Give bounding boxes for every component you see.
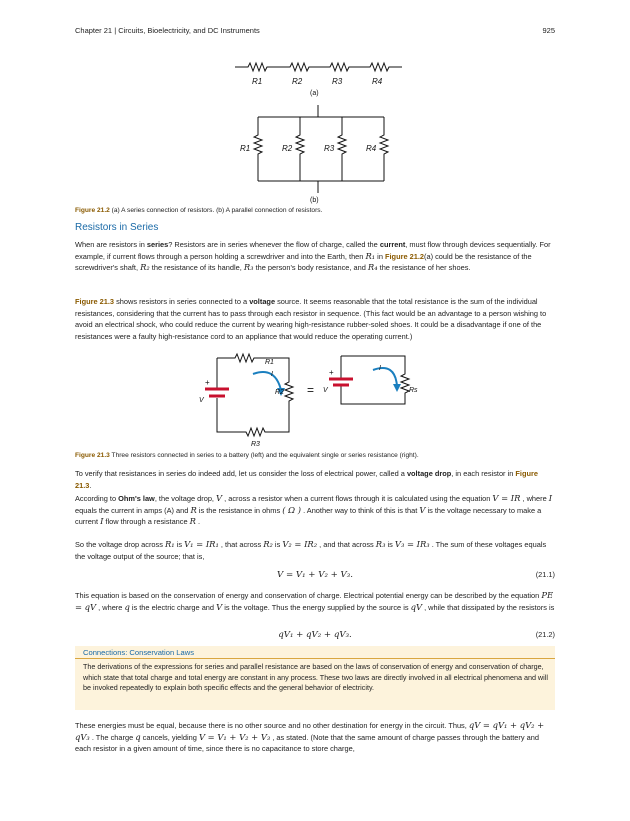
equation-number: (21.2) bbox=[535, 630, 555, 639]
label-r1: R1 bbox=[265, 359, 274, 366]
panel-b-label: (b) bbox=[310, 197, 319, 204]
equation-21-2 bbox=[75, 630, 555, 644]
figure-21-3-caption bbox=[75, 452, 419, 459]
label-plus-right: + bbox=[329, 368, 334, 377]
label-plus-left: + bbox=[205, 378, 210, 387]
chapter-header: Chapter 21 | Circuits, Bioelectricity, and DC Instruments bbox=[75, 26, 260, 35]
section-title: Resistors in Series bbox=[75, 222, 159, 233]
figure-21-2-caption bbox=[75, 207, 322, 214]
paragraph-voltage-sum: So the voltage drop across R₁ is V₁ = IR₁ , that across R₂ is V₂ = IR₂ , and that across R₃ is V₃ = IR₃ . The sum of these voltages equals the voltage output of the source; that is, bbox=[75, 539, 547, 561]
label-rs: Rs bbox=[409, 387, 418, 394]
figure-21-2 bbox=[230, 55, 410, 205]
figure-21-3 bbox=[195, 352, 445, 450]
label-voltage-left: V bbox=[199, 397, 204, 404]
label-r3: R3 bbox=[251, 441, 260, 448]
paragraph-voltage-drop: To verify that resistances in series do indeed add, let us consider the loss of electrical power, called a voltage drop, in each resistor in Figure 21.3. bbox=[75, 469, 538, 490]
figure-link[interactable]: Figure 21.3 bbox=[75, 297, 115, 306]
equals-sign: = bbox=[307, 383, 315, 397]
divider bbox=[75, 658, 555, 659]
figure-link[interactable]: Figure 21.2 bbox=[384, 251, 425, 261]
paragraph-conservation: This equation is based on the conservation of energy and conservation of charge. Electrical potential energy can be described by the equation PE = qV , where q is the electric charge and V is the voltage. Thus the energy supplied by the source is qV , while that dissipated by the resistors is bbox=[75, 590, 555, 612]
page-number: 925 bbox=[542, 26, 555, 35]
caption-text: Three resistors connected in series to a battery (left) and the equivalent single or series resistance (right). bbox=[109, 452, 419, 459]
label-a-r2: R2 bbox=[292, 77, 303, 86]
figure-link[interactable]: Figure 21.3 bbox=[75, 469, 538, 490]
paragraph-ohms-law: According to Ohm's law, the voltage drop, V , across a resistor when a current flows through it is calculated using the equation V = IR , where I equals the current in amps (A) and R is the resistance in ohms ( Ω ) . Another way to think of this is that V is the voltage necessary to make a current I flow through a resistance R . bbox=[75, 493, 553, 527]
caption-label: Figure 21.2 bbox=[75, 207, 110, 214]
label-b-r4: R4 bbox=[366, 144, 377, 153]
equation-expression: V = V₁ + V₂ + V₃. bbox=[277, 570, 353, 580]
label-r2: R2 bbox=[275, 389, 284, 396]
paragraph-series-intro: When are resistors in series? Resistors are in series whenever the flow of charge, called the current, must flow through devices sequentially. For example, if current flows through a person holding a screwdriver and into the Earth, then R₁ in Figure 21.2(a) could be the resistance of the screwdriver's shaft, R₂ the resistance of its handle, R₃ the person's body resistance, and R₄ the resistance of her shoes. bbox=[75, 240, 551, 273]
label-b-r3: R3 bbox=[324, 144, 335, 153]
label-a-r4: R4 bbox=[372, 77, 383, 86]
label-current-right: I bbox=[379, 365, 381, 372]
equation-21-1 bbox=[75, 570, 555, 584]
panel-a-label: (a) bbox=[310, 90, 319, 97]
connections-box bbox=[75, 646, 555, 710]
caption-text: (a) A series connection of resistors. (b) A parallel connection of resistors. bbox=[109, 207, 323, 214]
label-voltage-right: V bbox=[323, 387, 328, 394]
paragraph-energy-equal: These energies must be equal, because there is no other source and no other destination for energy in the circuit. Thus, qV = qV₁ + qV₂ + qV₃ . The charge q cancels, yielding V = V₁ + V₂ + V₃ , as stated. (Note that the same amount of charge passes through the battery and each resistor in a given amount of time, since there is no capacitance to store charge, bbox=[75, 720, 545, 754]
label-b-r1: R1 bbox=[240, 144, 251, 153]
label-current-left: I bbox=[271, 371, 273, 378]
caption-label: Figure 21.3 bbox=[75, 452, 110, 459]
equation-number: (21.1) bbox=[535, 570, 555, 579]
connections-title: Connections: Conservation Laws bbox=[83, 648, 195, 657]
label-b-r2: R2 bbox=[282, 144, 293, 153]
label-a-r3: R3 bbox=[332, 77, 343, 86]
equation-expression: qV₁ + qV₂ + qV₃. bbox=[278, 630, 352, 640]
paragraph-figure-21-3: Figure 21.3 shows resistors in series connected to a voltage source. It seems reasonable that the total resistance is the sum of the individual resistances, considering that the current has to pass through each resistor in sequence. (This fact would be an advantage to a person wishing to avoid an electrical shock, who could reduce the current by wearing high-resistance rubber-soled shoes. It could be a disadvantage if one of the resistances were a faulty high-resistance cord to an appliance that would reduce the operating current.) bbox=[75, 297, 547, 341]
connections-text: The derivations of the expressions for series and parallel resistance are based on the laws of conservation of energy and conservation of charge, which state that total charge and total energy are constant in any process. These two laws are directly involved in all electrical phenomena and will be invoked repeatedly to explain both specific effects and the general behavior of electricity. bbox=[83, 662, 548, 693]
label-a-r1: R1 bbox=[252, 77, 263, 86]
